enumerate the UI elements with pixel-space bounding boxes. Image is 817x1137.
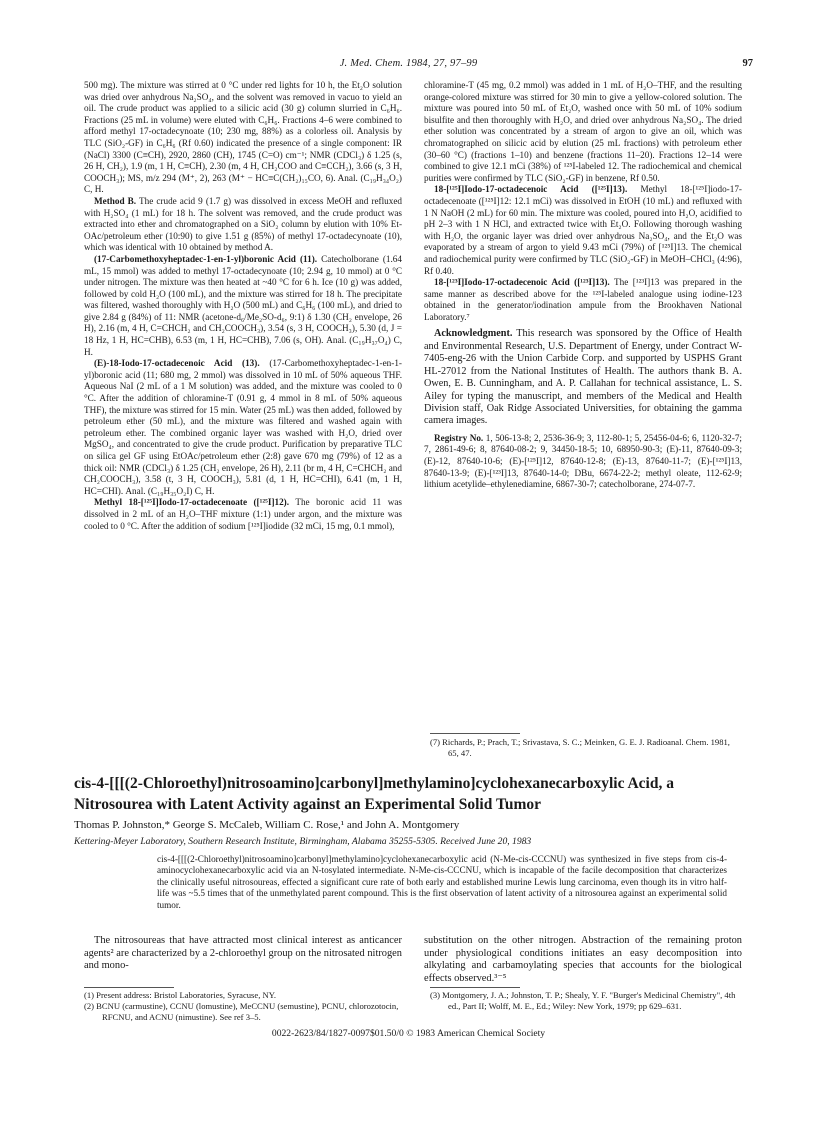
page-number: 97 [742,58,753,69]
footnote-list [430,990,742,1012]
paragraph-body: The boronic acid 11 was dissolved in 2 mL of an H₂O–THF mixture (1:1) under argon, and the mixture was cooled to 0 °C. After the addition of sodium [¹²⁵I]iodide (32 mCi, 15 mg, 0.1 mmol), [84,497,402,531]
footnote-1: (1) Present address: Bristol Laboratories, Syracuse, NY. [84,990,276,1000]
footnote-divider [430,733,520,734]
paragraph-body: Catecholborane (1.64 mL, 15 mmol) was added to methyl 17-octadecynoate (10; 2.94 g, 10 mmol) at 0 °C under nitrogen. The mixture was then heated at ~40 °C for 6 h. Ice (10 g) was added, followed by cold H₂O (100 mL), and the mixture was stirred for 18 h. The precipitate was filtered, washed thoroughly with H₂O (500 mL) and C₆H₆ (100 mL), and dried to give 2.84 g (84%) of 11: NMR (acetone-d₆/Me₂SO-d₆, 9:1) δ 1.30 (CH₂ envelope, 26 H), 2.16 (m, 4 H, C=CHCH₂ and CH₂COOCH₃), 3.54 (s, 3 H, COOCH₃), 5.30 (d, J = 18 Hz, 1 H, HC=CHB), 6.53 (m, 1 H, HC=CHB), 7.06 (s, OH). Anal. (C₁₉H₃₇O₄) C, H. [84,253,402,357]
footnote-list [84,990,402,1023]
intro-left: The nitrosoureas that have attracted most clinical interest as anticancer agents² are characterized by a 2-chloroethyl group on the nitrosated nitrogen and mono- [84,935,402,972]
paragraph-heading: Methyl 18-[¹²⁵I]Iodo-17-octadecenoate ([¹²⁵I]12). [94,497,290,508]
footnote-divider [430,987,520,988]
paragraph-heading: Method B. [94,195,137,206]
paragraph [84,196,402,254]
article-authors: Thomas P. Johnston,* George S. McCaleb, William C. Rose,¹ and John A. Montgomery [74,819,460,831]
paragraph-body: The [¹²³I]13 was prepared in the same manner as described above for the ¹²⁵I-labeled analogue using iodine-123 obtained in the generator/iodination ampule from the Brookhaven National Laboratory.⁷ [424,277,742,322]
footnote-divider [84,987,174,988]
footnote-2: (2) BCNU (carmustine), CCNU (lomustine), MeCCNU (semustine), PCNU, chlorozotocin, RFCNU, and ACNU (nimustine). See ref 3–5. [84,1001,399,1022]
paragraph [84,358,402,497]
acknowledgment-heading: Acknowledgment. [434,328,513,340]
article-affiliation: Kettering-Meyer Laboratory, Southern Research Institute, Birmingham, Alabama 35255-5305. Received June 20, 1983 [74,836,532,847]
registry-body: 1, 506-13-8; 2, 2536-36-9; 3, 112-80-1; 5, 25456-04-6; 6, 1120-32-7; 7, 2861-49-6; 8, 87640-08-2; 9, 34450-18-5; 10, 68950-90-3; (E)-11, 87640-09-3; (E)-12, 87640-10-6; (E)-[¹²⁵I]12, 87640-12-8; (E)-13, 87640-11-7; (E)-[¹²⁵I]13, 87640-13-9; (E)-[¹²³I]13, 87640-14-0; DBu, 6674-22-2; methyl oleate, 112-62-9; lithium acetylide–ethylenediamine, 6867-30-7; catecholborane, 274-07-7. [424,432,742,490]
left-column [84,80,402,532]
paragraph: chloramine-T (45 mg, 0.2 mmol) was added in 1 mL of H₂O–THF, and the resulting orange-colored mixture was stirred for 30 min to give a yellow-colored solution. The mixture was poured into 50 mL of Et₂O, washed once with 50 mL of 10% sodium bisulfite and then thoroughly with H₂O, and dried over anhydrous Na₂SO₄. The dried ether solution was concentrated by a stream of argon to give an oil, which was chromatographed on silicic acid by elution (25 mL fractions) with petroleum ether (30–60 °C) (fractions 1–10) and benzene (fractions 11–20). Fractions 12–14 were combined to give 12.1 mCi (38%) of ¹²⁵I-labeled 12. The radiochemical and chemical purities were confirmed by TLC (SiO₂-GF) in benzene, Rf 0.50. [424,80,742,183]
intro-right: substitution on the other nitrogen. Abstraction of the remaining proton under physiological conditions initiates an easy decomposition into alkylating and carbamoylating species that accounts for the biological effects observed.³⁻⁵ [424,935,742,984]
paragraph-heading: (E)-18-Iodo-17-octadecenoic Acid (13). [94,358,260,369]
paragraph-heading: 18-[¹²³I]Iodo-17-octadecenoic Acid ([¹²³I]13). [434,277,610,288]
running-header: J. Med. Chem. 1984, 27, 97–99 [339,58,478,69]
paragraph: 500 mg). The mixture was stirred at 0 °C under red lights for 10 h, the Et₂O solution was dried over anhydrous Na₂SO₄, and the solvent was removed in vacuo to yield an oil. The crude product was applied to a silicic acid (30 g) column slurried in C₆H₆. Fractions (25 mL in volume) were eluted with C₆H₆. Fractions 4–6 were combined to afford methyl 17-octadecynoate (10; 230 mg, 88%) as a colorless oil. Analysis by TLC (SiO₂-GF) in C₆H₆ (Rf 0.60) indicated the presence of a single component: IR (NaCl) 3300 (C≡CH), 2920, 2860 (CH), 1745 (C=O) cm⁻¹; NMR (CDCl₃) δ 1.25 (s, 26 H, CH₂), 1.9 (m, 1 H, C≡CH), 2.30 (m, 4 H, CH₂COO and C≡CCH₂), 3.66 (s, 3 H, COOCH₃); MS, m/z 294 (M⁺, 2), 263 (M⁺ − HC≡C(CH₂)₁₅CO, 6). Anal. (C₁₉H₃₄O₂) C, H. [84,80,402,195]
article-abstract: cis-4-[[[(2-Chloroethyl)nitrosoamino]carbonyl]methylamino]cyclohexanecarboxylic acid (N-Me-cis-CCCNU) was synthesized in five steps from cis-4-aminocyclohexanecarboxylic acid via an N-tosylated intermediate. N-Me-cis-CCCNU, which is incapable of the facile decomposition that characterizes the clinically useful nitrosoureas, effected a significant cure rate of both early and established murine Lewis lung carcinoma, even though its in vitro half-life was ~5.5 times that of the unmethylated parent compound. This is the first observation of latent activity of a nitrosourea against an experimental solid tumor. [157,854,727,910]
paragraph-heading: (17-Carbomethoxyheptadec-1-en-1-yl)boronic Acid (11). [94,253,318,264]
registry-numbers [424,433,742,491]
paragraph [84,497,402,532]
article-title: cis-4-[[[(2-Chloroethyl)nitrosoamino]carbonyl]methylamino]cyclohexanecarboxylic Acid, a Nitrosourea with Latent Activity against an Experimental Solid Tumor [74,775,674,813]
copyright-footer: 0022-2623/84/1827-0097$01.50/0 © 1983 American Chemical Society [271,1028,546,1039]
paragraph-heading: 18-[¹²⁵I]Iodo-17-octadecenoic Acid ([¹²⁵I]13). [434,184,628,195]
paragraph-body: Methyl 18-[¹²⁵I]iodo-17-octadecenoate ([¹²⁵I]12: 12.1 mCi) was dissolved in EtOH (10 mL) and refluxed with 1 N NaOH (2 mL) for 60 min. The mixture was cooled, poured into H₂O, acidified to pH 2–3 with 1 N HCl, and extracted twice with Et₂O. Following thorough washing with H₂O, the organic layer was dried over anhydrous Na₂SO₄, and the Et₂O was evaporated by a stream of argon to yield 9.43 mCi (79%) of [¹²⁵I]13. The chemical and radiochemical purity were confirmed by TLC (SiO₂-GF) in MeOH–CHCl₃ (4:96), Rf 0.40. [424,184,742,276]
paragraph [424,184,742,277]
reference-7: (7) Richards, P.; Prach, T.; Srivastava, S. C.; Meinken, G. E. J. Radioanal. Chem. 1981, 65, 47. [430,737,730,758]
footnote-list [430,737,742,759]
acknowledgment [424,328,742,427]
right-column [424,80,742,491]
acknowledgment-body: This research was sponsored by the Office of Health and Environmental Research, U.S. Department of Energy, under Contract W-7405-eng-26 with the Union Carbide Corp. and supported by USPHS Grant HL-27012 from the National Institutes of Health. The authors thank B. A. Owen, E. B. Cunningham, and A. P. Callahan for technical assistance, L. S. Ailey for typing the manuscript, and members of the Medical and Health Division staff, Oak Ridge Associated Universities, for obtaining the gamma camera images. [424,328,742,427]
paragraph-body: The crude acid 9 (1.7 g) was dissolved in excess MeOH and refluxed with H₂SO₄ (1 mL) for 18 h. The solvent was removed, and the crude product was extracted into ether and chromatographed on a SiO₂ column by elution with 10% Et-OAc/petroleum ether (10:90) to give 1.51 g (85%) of methyl 17-octadecynoate (10), which was identical with 10 obtained by method A. [84,195,402,253]
paragraph [84,254,402,358]
paragraph [424,277,742,323]
footnote-3: (3) Montgomery, J. A.; Johnston, T. P.; Shealy, Y. F. "Burger's Medicinal Chemistry", 4th ed., Part II; Wolff, M. E., Ed.; Wiley: New York, 1979; pp 629–631. [430,990,736,1011]
registry-heading: Registry No. [434,432,484,443]
paragraph-body: (17-Carbomethoxyheptadec-1-en-1-yl)boronic acid (11; 680 mg, 2 mmol) was dissolved in 10 mL of 50% aqueous THF. Aqueous NaI (2 mL of a 1 M solution) was added, and the mixture was cooled to 0 °C. After the addition of chloramine-T (0.91 g, 4 mmol in 8 mL of 50% aqueous THF), the mixture was stirred for 15 min. Water (25 mL) was then added, followed by petroleum ether (50 mL), and the mixture was filtered and washed again with petroleum ether. The combined organic layer was washed with H₂O, dried over MgSO₄, and concentrated to give the crude product. Purification by preparative TLC on silica gel GF using EtOAc/petroleum ether (2:8) gave 670 mg (79%) of 12 as a thick oil: NMR (CDCl₃) δ 1.25 (CH₂ envelope, 26 H), 2.11 (br m, 4 H, C=CHCH₂ and CH₂COOCH₃), 3.58 (t, 3 H, COOCH₃), 5.81 (d, 1 H, HC=CHI), 6.41 (m, 1 H, HC=CHI). Anal. (C₁₉H₃₅O₂I) C, H. [84,358,402,496]
